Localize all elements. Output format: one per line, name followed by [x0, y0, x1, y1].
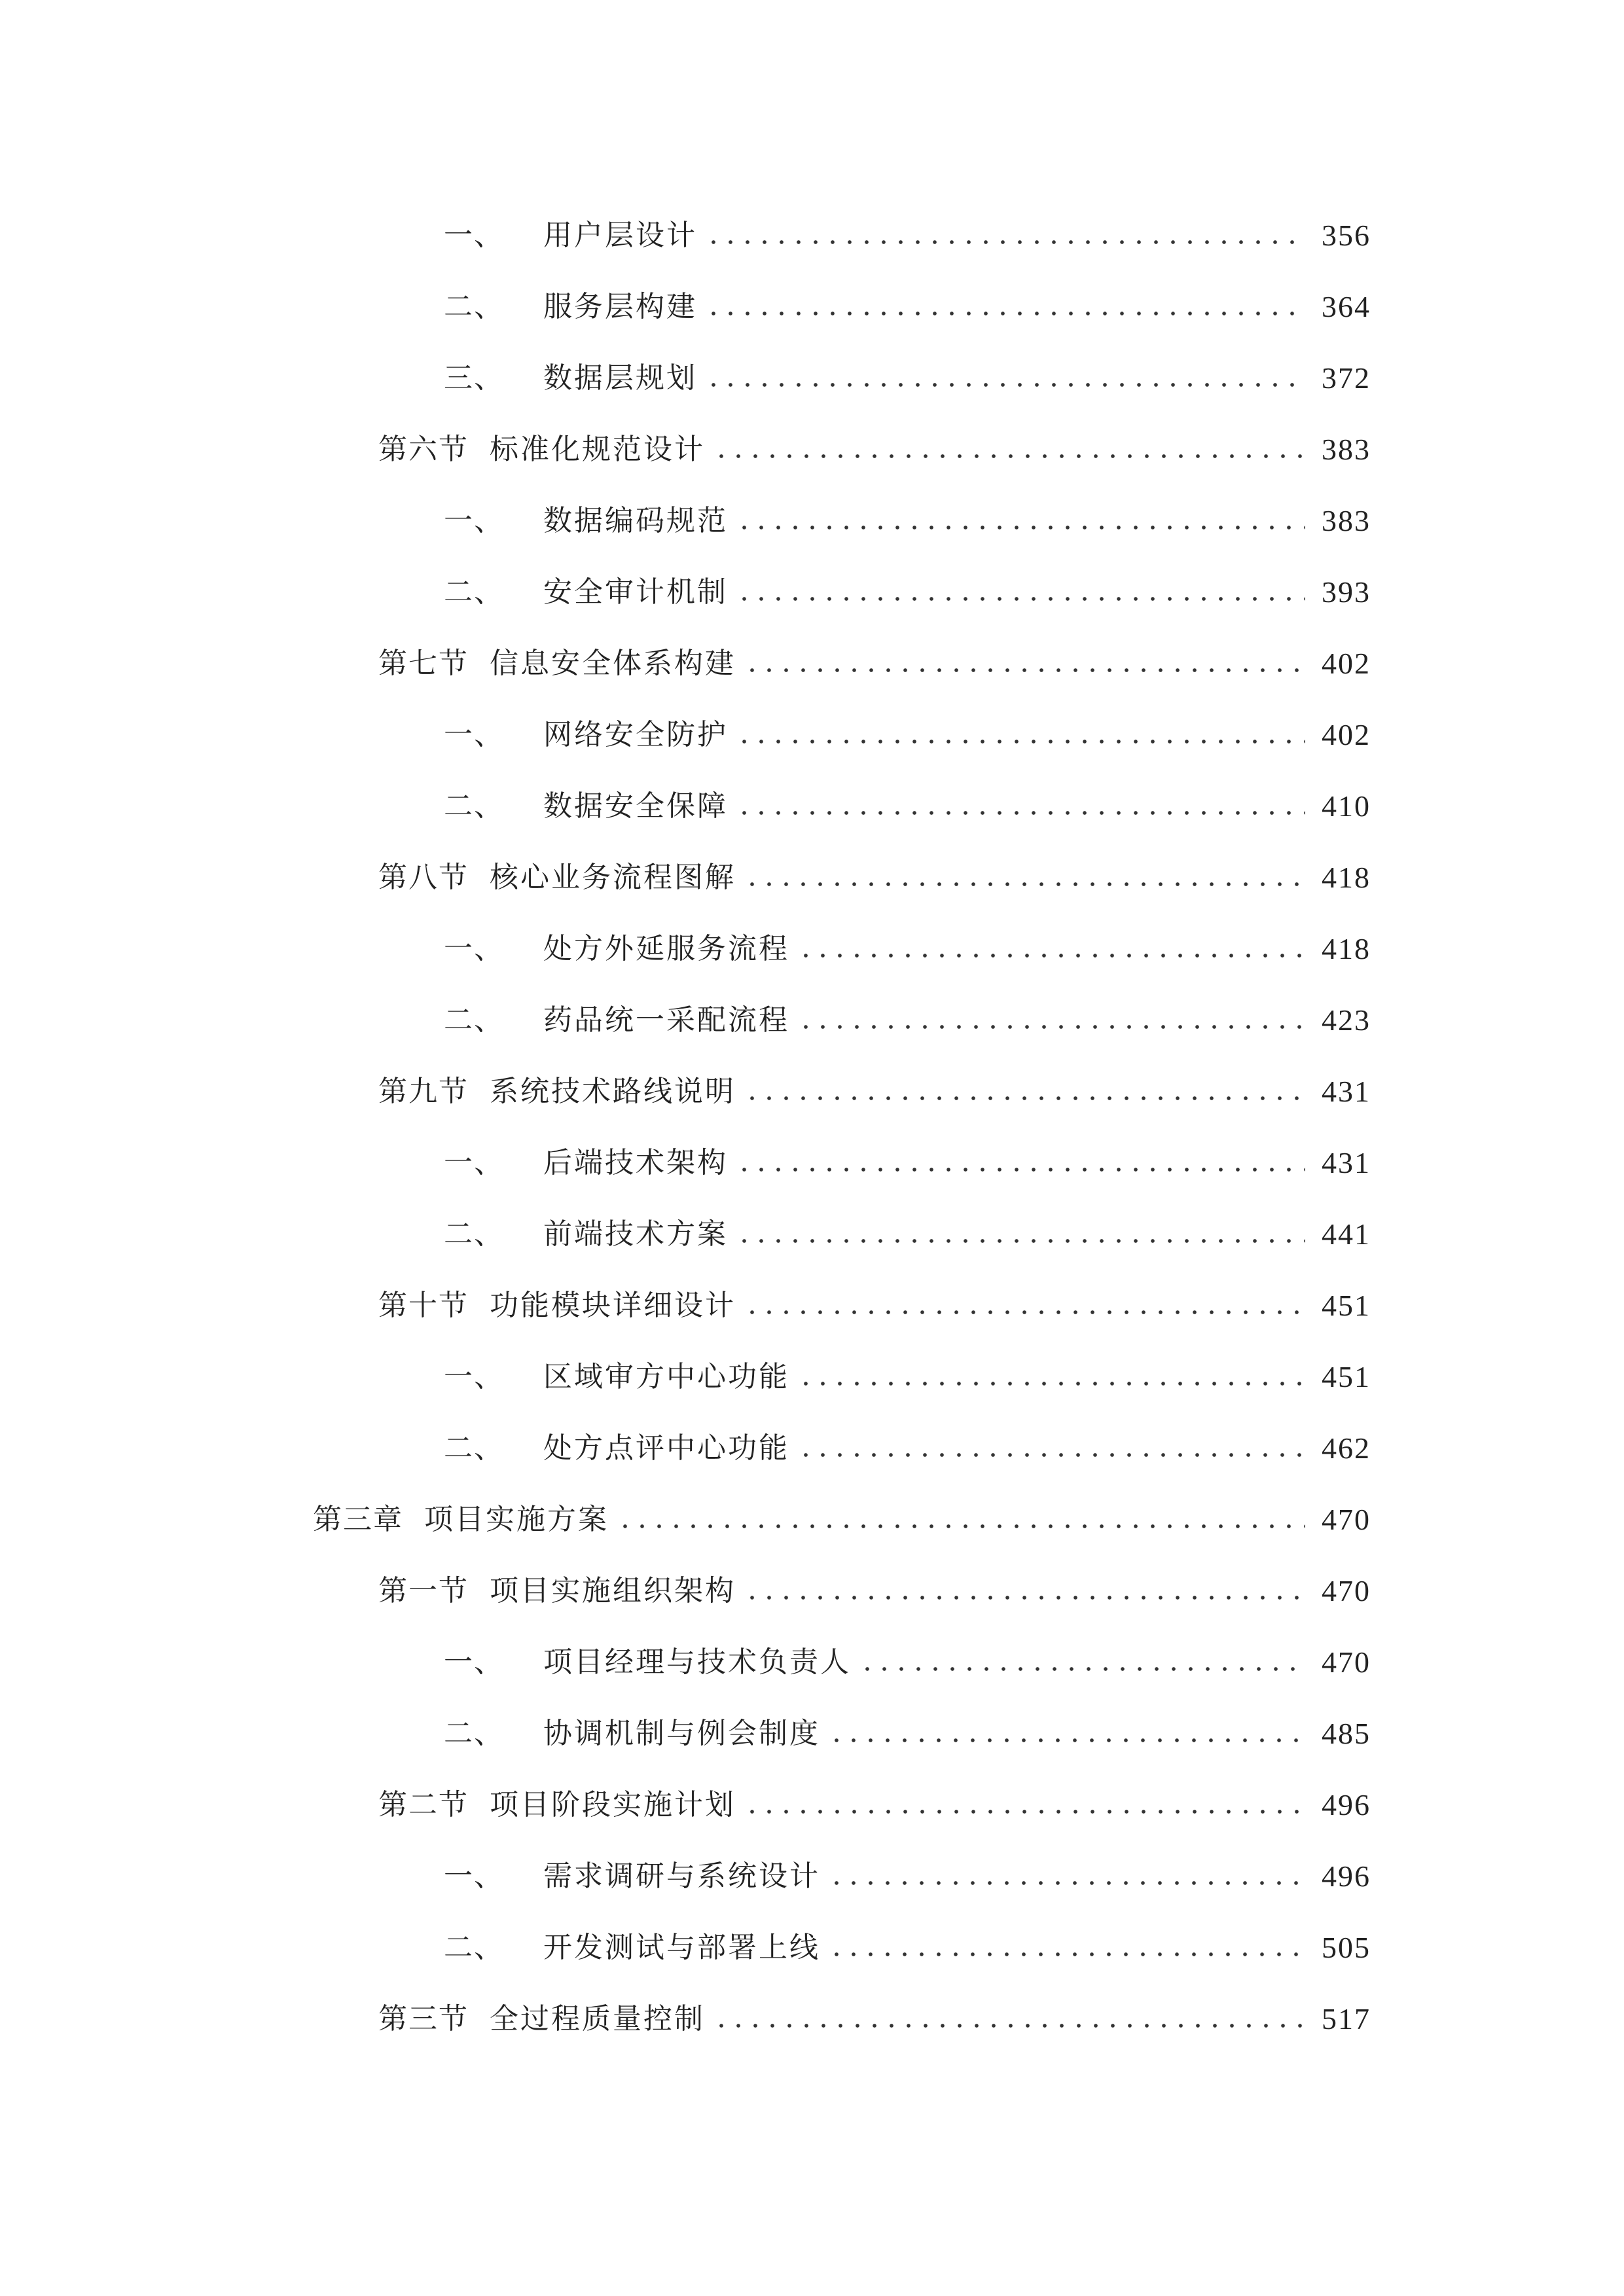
toc-entry-number: 一、 [444, 718, 504, 751]
toc-entry-number: 二、 [444, 1931, 504, 1964]
toc-entry-title: 安全审计机制 [543, 575, 728, 609]
dot-leader [744, 666, 1305, 674]
toc-entry[interactable] [378, 838, 1371, 897]
toc-entry-title: 需求调研与系统设计 [543, 1859, 820, 1893]
toc-entry-title: 数据层规划 [543, 361, 697, 395]
toc-entry-page: 470 [1322, 1574, 1371, 1607]
toc-entry-page: 410 [1322, 789, 1371, 823]
toc-entry[interactable] [378, 1552, 1371, 1611]
toc-entry-page: 496 [1322, 1788, 1371, 1821]
toc-entry-title: 数据安全保障 [543, 789, 728, 823]
toc-entry-title: 区域审方中心功能 [543, 1360, 789, 1393]
toc-entry[interactable] [378, 1980, 1371, 2039]
toc-entry-title: 核心业务流程图解 [490, 861, 736, 894]
toc-entry[interactable] [444, 1695, 1371, 1753]
toc-entry-title: 处方点评中心功能 [543, 1431, 789, 1465]
toc-entry-number: 二、 [444, 789, 504, 823]
toc-entry-number: 二、 [444, 290, 504, 323]
dot-leader [736, 738, 1305, 745]
toc-entry-title: 前端技术方案 [543, 1217, 728, 1251]
toc-entry[interactable] [444, 553, 1371, 612]
dot-leader [736, 809, 1305, 817]
dot-leader [828, 1736, 1305, 1744]
toc-entry[interactable] [444, 1623, 1371, 1682]
toc-entry-page: 431 [1322, 1146, 1371, 1179]
dot-leader [797, 1380, 1305, 1388]
dot-leader [705, 238, 1305, 246]
dot-leader [705, 381, 1305, 389]
dot-leader [797, 1451, 1305, 1459]
toc-entry[interactable] [378, 1766, 1371, 1825]
toc-entry-number: 一、 [444, 1859, 504, 1893]
dot-leader [828, 1950, 1305, 1958]
dot-leader [713, 2022, 1305, 2030]
dot-leader [736, 1166, 1305, 1174]
toc-entry[interactable] [378, 1052, 1371, 1111]
dot-leader [797, 952, 1305, 960]
toc-entry-title: 项目实施方案 [424, 1503, 609, 1536]
dot-leader [736, 595, 1305, 603]
toc-entry-page: 505 [1322, 1931, 1371, 1964]
toc-entry-page: 423 [1322, 1003, 1371, 1037]
toc-entry-page: 418 [1322, 861, 1371, 894]
toc-entry[interactable] [444, 767, 1371, 826]
toc-entry-page: 462 [1322, 1431, 1371, 1465]
toc-entry-title: 用户层设计 [543, 219, 697, 252]
toc-entry-page: 356 [1322, 219, 1371, 252]
table-of-contents [0, 196, 1624, 2094]
toc-entry-page: 485 [1322, 1717, 1371, 1750]
toc-entry-number: 二、 [444, 1217, 504, 1251]
toc-entry[interactable] [444, 1338, 1371, 1397]
toc-entry[interactable] [444, 1837, 1371, 1896]
toc-entry-title: 全过程质量控制 [490, 2002, 705, 2036]
toc-entry-page: 383 [1322, 433, 1371, 466]
toc-entry-page: 402 [1322, 718, 1371, 751]
toc-entry-title: 信息安全体系构建 [490, 647, 736, 680]
toc-entry-page: 470 [1322, 1645, 1371, 1679]
toc-entry-title: 系统技术路线说明 [490, 1075, 736, 1108]
toc-entry[interactable] [444, 196, 1371, 255]
toc-entry-page: 431 [1322, 1075, 1371, 1108]
toc-entry-number: 二、 [444, 1431, 504, 1465]
toc-entry-title: 处方外延服务流程 [543, 932, 789, 965]
toc-entry-number: 一、 [444, 504, 504, 537]
toc-entry-number: 二、 [444, 1717, 504, 1750]
toc-entry-chapter[interactable] [313, 1480, 1371, 1539]
toc-entry-page: 517 [1322, 2002, 1371, 2036]
dot-leader [797, 1023, 1305, 1031]
toc-entry-number: 第二节 [378, 1788, 469, 1821]
toc-entry-number: 二、 [444, 575, 504, 609]
dot-leader [744, 1594, 1305, 1602]
dot-leader [744, 880, 1305, 888]
toc-entry-number: 一、 [444, 1146, 504, 1179]
dot-leader [744, 1308, 1305, 1316]
dot-leader [828, 1879, 1305, 1887]
dot-leader [859, 1665, 1305, 1673]
toc-entry-page: 402 [1322, 647, 1371, 680]
dot-leader [744, 1094, 1305, 1102]
toc-entry-page: 451 [1322, 1289, 1371, 1322]
toc-entry-number: 第九节 [378, 1075, 469, 1108]
dot-leader [705, 310, 1305, 317]
toc-entry-title: 药品统一采配流程 [543, 1003, 789, 1037]
toc-entry-page: 470 [1322, 1503, 1371, 1536]
toc-entry[interactable] [444, 1909, 1371, 1967]
toc-entry-number: 一、 [444, 1360, 504, 1393]
toc-entry-number: 二、 [444, 1003, 504, 1037]
toc-entry-number: 第七节 [378, 647, 469, 680]
toc-entry-number: 第八节 [378, 861, 469, 894]
toc-entry-title: 服务层构建 [543, 290, 697, 323]
toc-entry-page: 441 [1322, 1217, 1371, 1251]
toc-entry-page: 451 [1322, 1360, 1371, 1393]
toc-entry[interactable] [378, 410, 1371, 469]
toc-entry-number: 一、 [444, 932, 504, 965]
toc-entry[interactable] [444, 482, 1371, 541]
toc-entry[interactable] [444, 1195, 1371, 1254]
dot-leader [713, 452, 1305, 460]
toc-entry[interactable] [444, 910, 1371, 969]
dot-leader [744, 1808, 1305, 1816]
toc-entry-title: 项目阶段实施计划 [490, 1788, 736, 1821]
toc-entry-title: 功能模块详细设计 [490, 1289, 736, 1322]
toc-entry-number: 三、 [444, 361, 504, 395]
toc-entry-title: 协调机制与例会制度 [543, 1717, 820, 1750]
toc-entry-title: 标准化规范设计 [490, 433, 705, 466]
dot-leader [617, 1522, 1305, 1530]
toc-entry[interactable] [378, 624, 1371, 683]
toc-entry-number: 第三章 [313, 1503, 403, 1536]
toc-entry[interactable] [444, 1409, 1371, 1468]
toc-entry-number: 第三节 [378, 2002, 469, 2036]
toc-entry-title: 网络安全防护 [543, 718, 728, 751]
toc-entry-page: 364 [1322, 290, 1371, 323]
toc-entry-number: 第一节 [378, 1574, 469, 1607]
toc-entry-title: 后端技术架构 [543, 1146, 728, 1179]
toc-entry-number: 一、 [444, 1645, 504, 1679]
toc-entry-title: 数据编码规范 [543, 504, 728, 537]
dot-leader [736, 524, 1305, 531]
toc-entry[interactable] [444, 981, 1371, 1040]
toc-entry[interactable] [378, 1266, 1371, 1325]
dot-leader [736, 1237, 1305, 1245]
toc-entry-page: 418 [1322, 932, 1371, 965]
toc-entry-page: 383 [1322, 504, 1371, 537]
toc-entry-page: 496 [1322, 1859, 1371, 1893]
toc-entry-page: 372 [1322, 361, 1371, 395]
toc-entry-title: 项目实施组织架构 [490, 1574, 736, 1607]
toc-entry[interactable] [444, 339, 1371, 398]
toc-entry-title: 项目经理与技术负责人 [543, 1645, 851, 1679]
toc-entry[interactable] [444, 696, 1371, 755]
toc-entry-number: 第六节 [378, 433, 469, 466]
toc-entry-page: 393 [1322, 575, 1371, 609]
toc-entry-number: 第十节 [378, 1289, 469, 1322]
toc-entry-number: 一、 [444, 219, 504, 252]
toc-entry-title: 开发测试与部署上线 [543, 1931, 820, 1964]
toc-entry[interactable] [444, 268, 1371, 327]
toc-entry[interactable] [444, 1124, 1371, 1183]
